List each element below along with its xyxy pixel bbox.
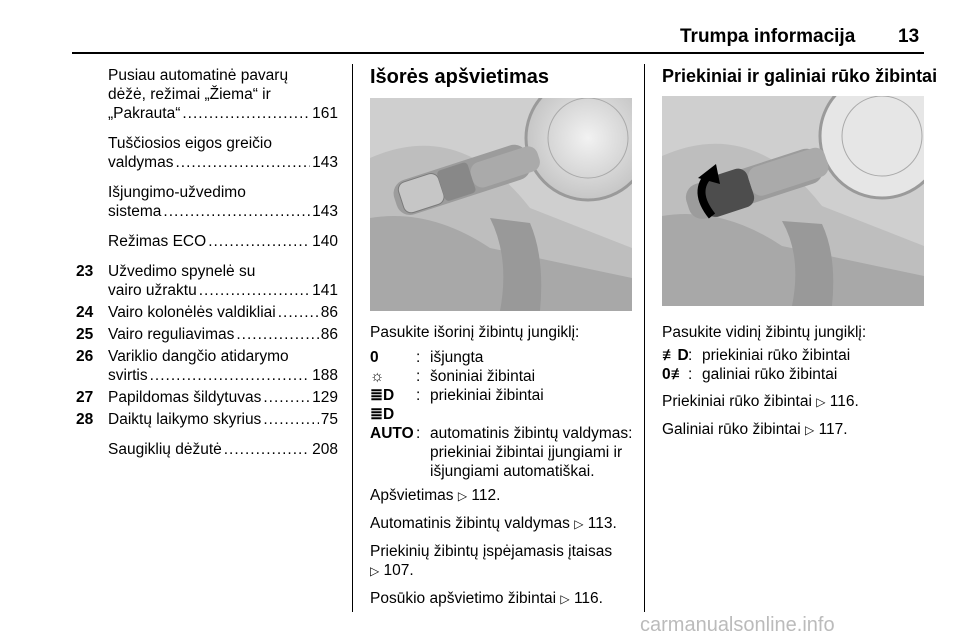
toc-item[interactable]: 26 Variklio dangčio atidarymo svirtis ..... 188: [76, 347, 338, 385]
section-heading-exterior: Išorės apšvietimas: [370, 66, 549, 88]
cross-reference[interactable]: Galiniai rūko žibintai ▷ 117.: [662, 421, 848, 438]
exterior-intro: Pasukite išorinį žibintų jungiklį:: [370, 324, 580, 341]
light-switch-photo: [370, 98, 632, 311]
toc-item[interactable]: Saugiklių dėžutė ..... 208: [76, 440, 338, 459]
exterior-references: [370, 486, 638, 609]
column-divider-1: [352, 64, 353, 612]
legend-row: 0 : išjungta: [370, 349, 484, 366]
page-ref-arrow-icon: ▷: [457, 489, 468, 503]
cross-reference[interactable]: Posūkio apšvietimo žibintai ▷ 116.: [370, 590, 603, 607]
cross-reference[interactable]: Apšvietimas ▷ 112.: [370, 487, 501, 504]
page-ref-arrow-icon: ▷: [805, 423, 815, 437]
page-ref-arrow-icon: ▷: [816, 395, 826, 409]
fog-intro: Pasukite vidinį žibintų jungiklį:: [662, 324, 867, 341]
page-number: 13: [898, 26, 920, 47]
section-heading-fog: Priekiniai ir galiniai rūko žibintai: [662, 66, 938, 86]
auto-light-icon: AUTO: [370, 425, 414, 442]
column-divider-2: [644, 64, 645, 612]
legend-row: ☼ : šoniniai žibintai: [370, 368, 536, 385]
page-ref-arrow-icon: ▷: [574, 517, 584, 531]
cross-reference[interactable]: Priekinių žibintų įspėjamasis įtaisas ▷ 107.: [370, 543, 613, 579]
legend-row: 0≢ : galiniai rūko žibintai: [662, 366, 838, 383]
toc-list: [76, 66, 338, 470]
fog-legend: [662, 346, 924, 384]
toc-item[interactable]: 23 Užvedimo spynelė su vairo užraktu ..... 141: [76, 262, 338, 300]
headlight-icon: ≣D ≣D: [370, 387, 395, 423]
toc-item[interactable]: 27 Papildomas šildytuvas ..... 129: [76, 388, 338, 407]
front-fog-icon: ≢D: [662, 347, 689, 364]
page-header-title: Trumpa informacija: [680, 26, 856, 47]
toc-item[interactable]: Pusiau automatinė pavarų dėžė, režimai „Žiema“ ir „Pakrauta“ ..... 161: [76, 66, 338, 123]
toc-item[interactable]: 24 Vairo kolonėlės valdikliai ..... 86: [76, 303, 338, 322]
page-ref-arrow-icon: ▷: [370, 564, 380, 578]
legend-row: ≣D ≣D : priekiniai žibintai: [370, 387, 544, 423]
toc-item[interactable]: Išjungimo-užvedimo sistema ..... 143: [76, 183, 338, 221]
toc-item[interactable]: Tuščiosios eigos greičio valdymas ..... 143: [76, 134, 338, 172]
cross-reference[interactable]: Priekiniai rūko žibintai ▷ 116.: [662, 393, 859, 410]
legend-row: ≢D : priekiniai rūko žibintai: [662, 347, 851, 364]
exterior-legend: [370, 348, 638, 481]
fog-switch-photo: [662, 96, 924, 306]
toc-item[interactable]: 25 Vairo reguliavimas ..... 86: [76, 325, 338, 344]
page-ref-arrow-icon: ▷: [560, 592, 570, 606]
legend-row: AUTO : automatinis žibintų valdymas: priekiniai žibintai įjungiami ir išjungiami automatiškai.: [370, 425, 633, 480]
cross-reference[interactable]: Automatinis žibintų valdymas ▷ 113.: [370, 515, 617, 532]
watermark: carmanualsonline.info: [640, 614, 835, 636]
toc-item[interactable]: 28 Daiktų laikymo skyrius ..... 75: [76, 410, 338, 429]
header-rule: [72, 52, 924, 54]
fog-references: [662, 392, 924, 440]
light-off-icon: 0: [370, 349, 379, 366]
rear-fog-icon: 0≢: [662, 366, 687, 383]
side-light-icon: ☼: [370, 368, 385, 385]
toc-item[interactable]: Režimas ECO ..... 140: [76, 232, 338, 251]
